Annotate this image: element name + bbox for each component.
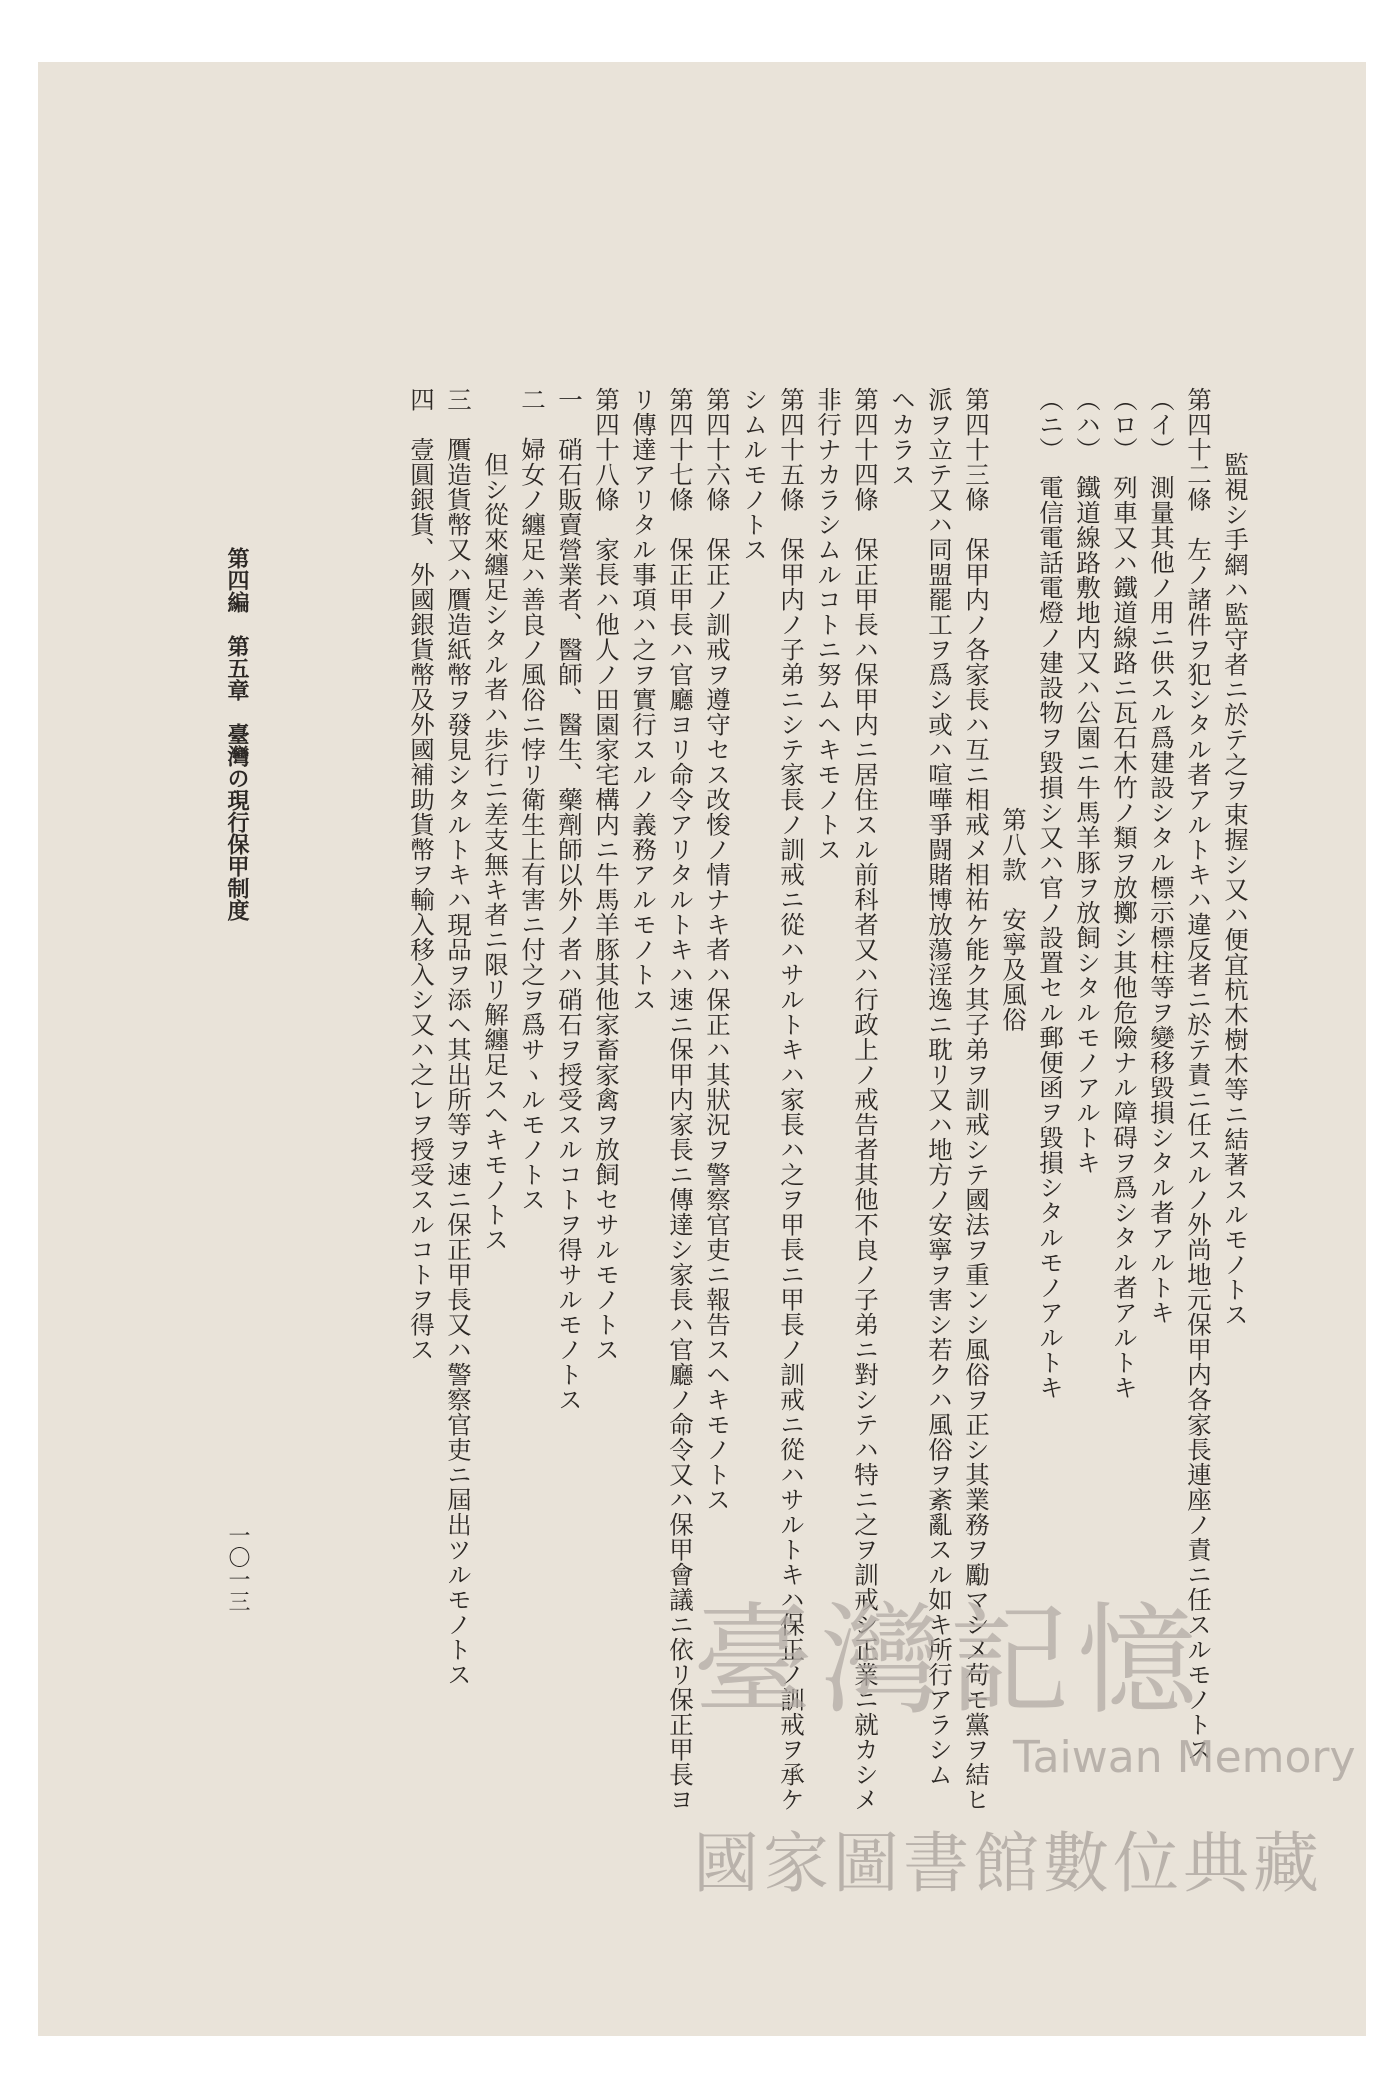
text-line: 第四十四條 保正甲長ハ保甲内ニ居住スル前科者又ハ行政上ノ戒告者其他不良ノ子弟ニ對シテハ特ニ之ヲ訓戒シ正業ニ就カシメ xyxy=(851,387,880,1812)
running-footer: 第四編 第五章 臺灣の現行保甲制度 xyxy=(224,547,250,921)
watermark-chinese: 國家圖書館數位典藏 xyxy=(693,1825,1323,1902)
text-line: 四 壹圓銀貨、外國銀貨幣及外國補助貨幣ヲ輸入移入シ又ハ之レヲ授受スルコトヲ得ス xyxy=(407,387,436,1362)
text-line: （イ） 測量其他ノ用ニ供スル爲建設シタル標示標柱等ヲ變移毀損シタル者アルトキ xyxy=(1147,387,1176,1325)
text-line: 第四十七條 保正甲長ハ官廳ヨリ命令アリタルトキハ速ニ保甲内家長ニ傳達シ家長ハ官廳ノ命令又ハ保甲會議ニ依リ保正甲長ヨ xyxy=(666,387,695,1812)
text-line: 一 硝石販賣營業者、醫師、醫生、藥劑師以外ノ者ハ硝石ヲ授受スルコトヲ得サルモノトス xyxy=(555,387,584,1412)
text-line: リ傳達アリタル事項ハ之ヲ實行スルノ義務アルモノトス xyxy=(629,387,658,1012)
text-line: 第四十八條 家長ハ他人ノ田園家宅構内ニ牛馬羊豚其他家畜家禽ヲ放飼セサルモノトス xyxy=(592,387,621,1362)
page-number: 一〇一三 xyxy=(225,1524,250,1612)
text-line: 非行ナカラシムルコトニ努ムヘキモノトス xyxy=(814,387,843,862)
text-line: ヘカラス xyxy=(888,387,917,487)
text-line: 第四十六條 保正ノ訓戒ヲ遵守セス改悛ノ情ナキ者ハ保正ハ其狀況ヲ警察官吏ニ報告スヘキモノトス xyxy=(703,387,732,1512)
text-line: 第四十三條 保甲内ノ各家長ハ互ニ相戒メ相祐ケ能ク其子弟ヲ訓戒シテ國法ヲ重ンシ風俗ヲ正シ其業務ヲ勵マシメ苟モ黨ヲ結ヒ xyxy=(962,387,991,1812)
watermark-english: Taiwan Memory xyxy=(1013,1732,1356,1783)
text-line: （ニ） 電信電話電燈ノ建設物ヲ毀損シ又ハ官ノ設置セル郵便函ヲ毀損シタルモノアルトキ xyxy=(1036,387,1065,1400)
text-line: 三 贋造貨幣又ハ贋造紙幣ヲ發見シタルトキハ現品ヲ添ヘ其出所等ヲ速ニ保正甲長又ハ警察官吏ニ屆出ツルモノトス xyxy=(444,387,473,1687)
text-line: 第四十五條 保甲内ノ子弟ニシテ家長ノ訓戒ニ從ハサルトキハ家長ハ之ヲ甲長ニ甲長ノ訓戒ニ從ハサルトキハ保正ノ訓戒ヲ承ケ xyxy=(777,387,806,1812)
text-line: 派ヲ立テ又ハ同盟罷工ヲ爲シ或ハ喧嘩爭闘賭博放蕩淫逸ニ耽リ又ハ地方ノ安寧ヲ害シ若クハ風俗ヲ紊亂スル如キ所行アラシム xyxy=(925,387,954,1787)
watermark-logo: 臺灣記憶 xyxy=(693,1592,1205,1731)
document-page xyxy=(38,62,1366,2036)
text-line: 二 婦女ノ纏足ハ善良ノ風俗ニ悖リ衛生上有害ニ付之ヲ爲サヽルモノトス xyxy=(518,387,547,1212)
text-line: （ハ） 鐵道線路敷地内又ハ公園ニ牛馬羊豚ヲ放飼シタルモノアルトキ xyxy=(1073,387,1102,1175)
body-text xyxy=(403,387,1254,1812)
text-line: 監視シ手網ハ監守者ニ於テ之ヲ束握シ又ハ便宜杭木樹木等ニ結著スルモノトス xyxy=(1221,452,1250,1327)
text-line: （ロ） 列車又ハ鐵道線路ニ瓦石木竹ノ類ヲ放擲シ其他危險ナル障碍ヲ爲シタル者アルトキ xyxy=(1110,387,1139,1400)
text-line: 但シ從來纏足シタル者ハ歩行ニ差支無キ者ニ限リ解纏足スヘキモノトス xyxy=(481,452,510,1252)
section-heading: 第八款 安寧及風俗 xyxy=(999,807,1028,1032)
text-line: 第四十二條 左ノ諸件ヲ犯シタル者アルトキハ違反者ニ於テ責ニ任スルノ外尚地元保甲内各家長連座ノ責ニ任スルモノトス xyxy=(1184,387,1213,1762)
watermark xyxy=(693,1592,1356,1992)
text-line: シムルモノトス xyxy=(740,387,769,562)
